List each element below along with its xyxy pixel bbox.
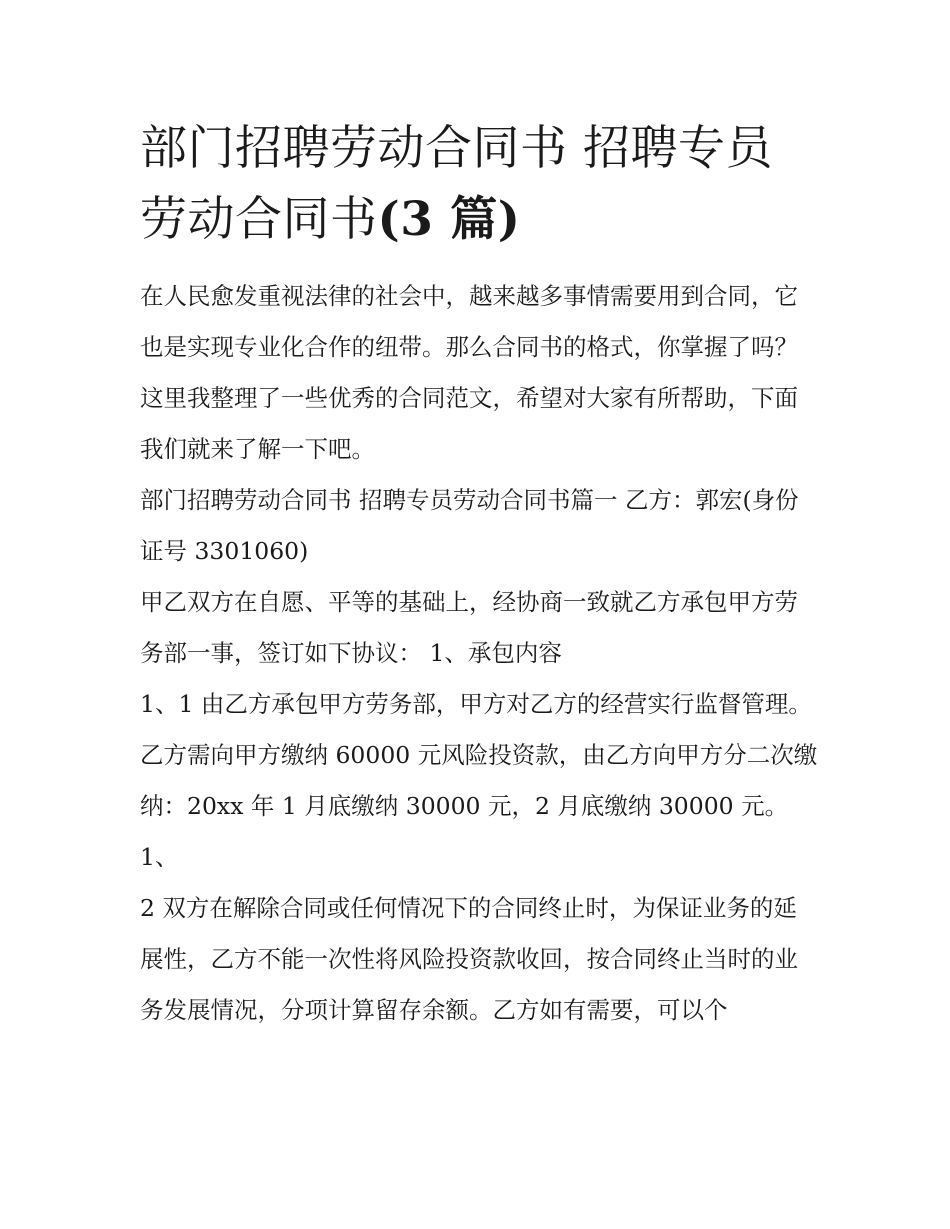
paragraph-clause-1-1: 1、1 由乙方承包甲方劳务部，甲方对乙方的经营实行监督管理。乙方需向甲方缴纳 60000 元风险投资款，由乙方向甲方分二次缴纳：20xx 年 1 月底缴纳 30000 元，2 月底缴纳 30000 元。 <box>140 690 818 820</box>
document-title-suffix: (3 篇) <box>377 192 521 247</box>
paragraph-agreement: 甲乙双方在自愿、平等的基础上，经协商一致就乙方承包甲方劳务部一事，签订如下协议： 1、承包内容 <box>140 588 798 667</box>
paragraph-intro: 在人民愈发重视法律的社会中，越来越多事情需要用到合同，它也是实现专业化合作的纽带。那么合同书的格式，你掌握了吗？这里我整理了一些优秀的合同范文，希望对大家有所帮助，下面我们就来了解一下吧。 <box>140 282 798 463</box>
paragraph-party-b: 部门招聘劳动合同书 招聘专员劳动合同书篇一 乙方：郭宏(身份证号 3301060) <box>140 486 799 565</box>
document-body <box>140 113 820 1036</box>
paragraph-clause-marker: 1、 <box>140 843 179 871</box>
document-title <box>140 113 820 255</box>
paragraph-clause-2: 2 双方在解除合同或任何情况下的合同终止时，为保证业务的延展性，乙方不能一次性将风险投资款收回，按合同终止当时的业务发展情况，分项计算留存余额。乙方如有需要，可以个 <box>140 894 798 1024</box>
document-title-text: 部门招聘劳动合同书 招聘专员劳动合同书 <box>140 121 773 247</box>
